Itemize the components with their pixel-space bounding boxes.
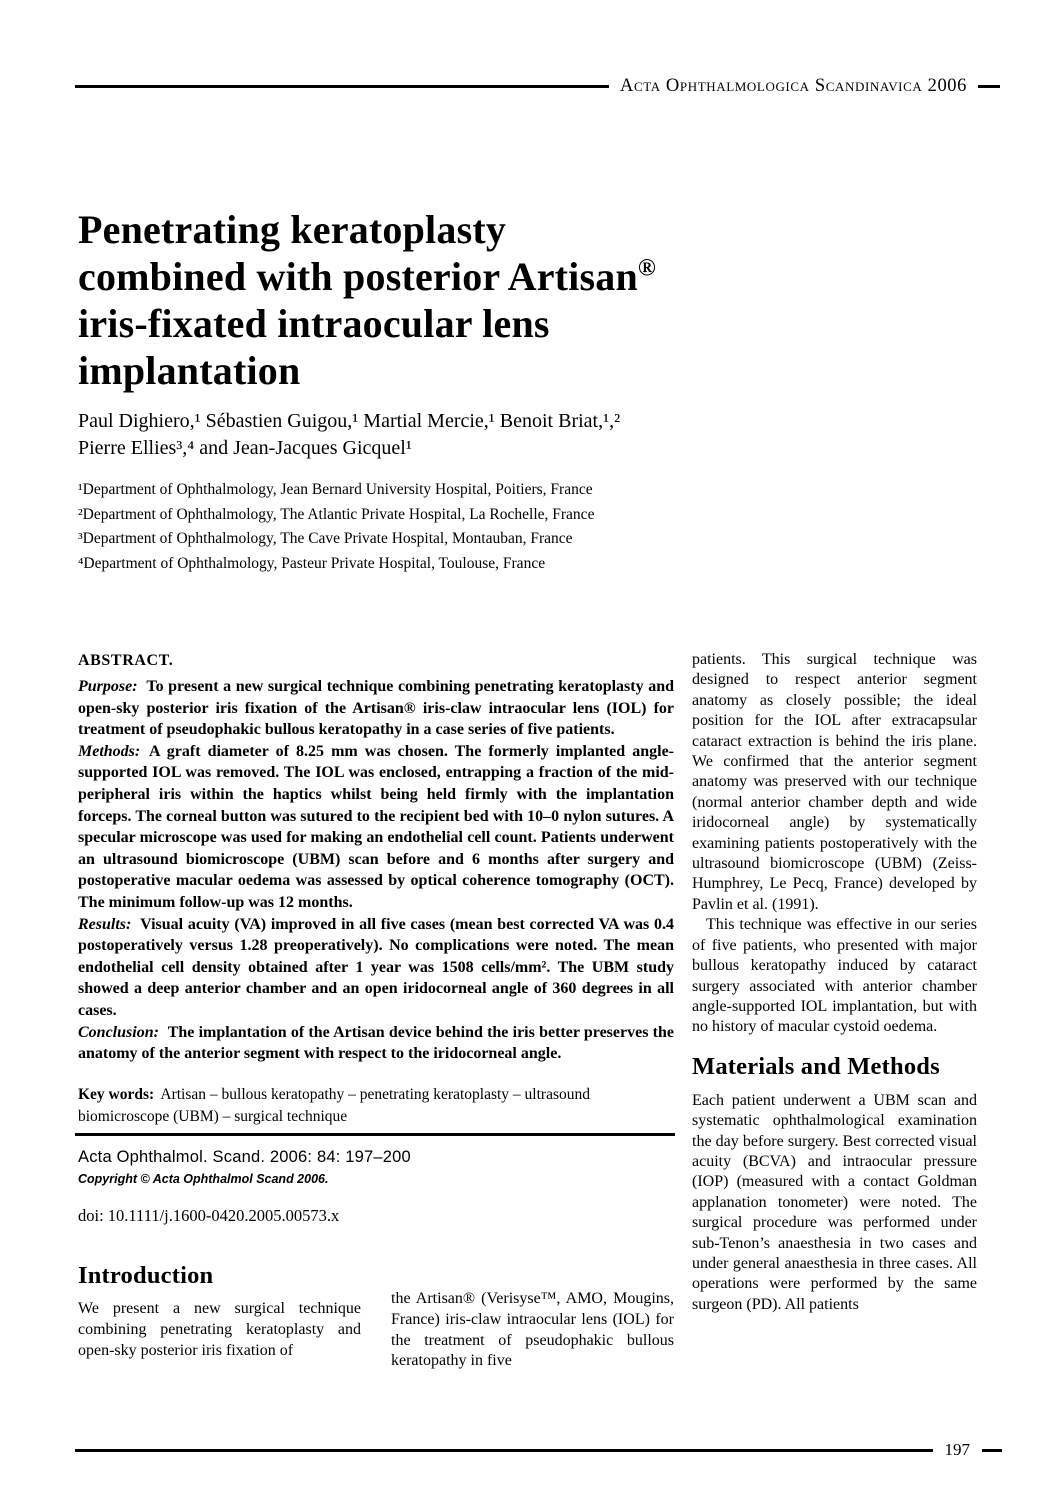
introduction-paragraph-col1: We present a new surgical technique combining penetrating keratoplasty and open-sky posterior iris fixation of [78,1300,361,1359]
page-number: 197 [944,1440,970,1459]
abstract-purpose [78,676,674,741]
introduction-column-1 [78,1262,361,1372]
citation-divider-rule [75,1133,675,1136]
abstract-continuation-paragraph-2: This technique was effective in our series of five patients, who presented with major bullous keratopathy induced by cataract surgery associated with anterior chamber angle-supported IOL implantation, but with no history of macular cystoid oedema. [692,916,977,1036]
affiliation-item: ¹Department of Ophthalmology, Jean Bernard University Hospital, Poitiers, France [78,481,593,498]
citation-reference: Acta Ophthalmol. Scand. 2006: 84: 197–200 [78,1148,411,1166]
author-list: Paul Dighiero,¹ Sébastien Guigou,¹ Martial Mercie,¹ Benoit Briat,¹,² Pierre Ellies³,⁴ and Jean-Jacques Gicquel¹ [78,410,621,459]
abstract-conclusion-text: The implantation of the Artisan device behind the iris better preserves the anatomy of the anterior segment with respect to the iridocorneal angle. [78,1023,674,1063]
introduction-section [78,1262,674,1372]
introduction-heading: Introduction [78,1262,214,1289]
abstract-methods-text: A graft diameter of 8.25 mm was chosen. The formerly implanted angle-supported IOL was removed. The IOL was enclosed, entrapping a fraction of the mid-peripheral iris within the haptics whilst being held firmly with the implantation forceps. The corneal button was sutured to the recipient bed with 10–0 nylon sutures. A specular microscope was used for making an endothelial cell count. Patients underwent an ultrasound biomicroscope (UBM) scan before and 6 months after surgery and postoperative macular oedema was assessed by optical coherence tomography (OCT). The minimum follow-up was 12 months. [78,742,674,911]
abstract-results-text: Visual acuity (VA) improved in all five cases (mean best corrected VA was 0.4 postoperatively versus 1.28 preoperatively). No complications were noted. The mean endothelial cell density obtained after 1 year was 1508 cells/mm². The UBM study showed a deep anterior chamber and an open iridocorneal angle of 360 degrees in all cases. [78,915,674,1019]
citation-copyright: Copyright © Acta Ophthalmol Scand 2006. [78,1172,329,1186]
introduction-columns [78,1262,674,1372]
journal-name: Acta Ophthalmologica Scandinavica 2006 [619,76,967,96]
introduction-column-2 [391,1262,674,1372]
article-title-line1: Penetrating keratoplasty [78,207,507,252]
introduction-paragraph-col2: the Artisan® (Verisyse™, AMO, Mougins, France) iris-claw intraocular lens (IOL) for the treatment of pseudophakic bullous keratopathy in five [391,1290,674,1370]
keywords-text: Artisan – bullous keratopathy – penetrating keratoplasty – ultrasound biomicroscope (UBM) – surgical technique [78,1086,590,1125]
header-end-dash [978,85,1000,88]
abstract-body [78,676,674,1065]
abstract-methods [78,741,674,914]
affiliation-list [78,478,688,576]
article-title-line3: iris-fixated intraocular lens [78,301,550,346]
affiliation-item: ³Department of Ophthalmology, The Cave Private Hospital, Montauban, France [78,530,573,547]
affiliation-item: ²Department of Ophthalmology, The Atlantic Private Hospital, La Rochelle, France [78,505,595,523]
footer-end-dash [982,1449,1002,1452]
citation-doi: doi: 10.1111/j.1600-0420.2005.00573.x [78,1206,340,1225]
footer-rule [75,1449,933,1452]
materials-methods-heading: Materials and Methods [692,1052,940,1080]
running-head [75,76,1000,97]
materials-methods-paragraph-1: Each patient underwent a UBM scan and systematic ophthalmological examination the day before surgery. Best corrected visual acuity (BCVA) and intraocular pressure (IOP) (measured with a contact Goldman applanation tonometer) were noted. The surgical procedure was performed under sub-Tenon’s anaesthesia in two cases and under general anaesthesia in three cases. All operations were performed by the same surgeon (PD). All patients [692,1091,977,1313]
abstract-purpose-label: Purpose: [78,678,138,695]
abstract-results-label: Results: [78,915,132,933]
page-footer [75,1440,1002,1460]
article-title-line4: implantation [78,348,301,393]
abstract-purpose-text: To present a new surgical technique combining penetrating keratoplasty and open-sky posterior iris fixation of the Artisan® iris-claw intraocular lens (IOL) for treatment of pseudophakic bullous keratopathy in a case series of five patients. [78,678,674,739]
registered-trademark-symbol: ® [637,255,657,282]
abstract-conclusion [78,1022,674,1065]
abstract-heading: ABSTRACT. [78,652,174,669]
abstract-methods-label: Methods: [78,742,141,760]
abstract-conclusion-label: Conclusion: [78,1023,159,1041]
article-title-line2: combined with posterior Artisan® [78,254,657,299]
right-column [692,650,977,1315]
header-rule [75,85,609,88]
abstract-results [78,914,674,1022]
abstract-continuation-paragraph-1: patients. This surgical technique was designed to respect anterior segment anatomy as closely possible; the ideal position for the IOL after extracapsular cataract extraction is behind the iris plane. We confirmed that the anterior segment anatomy was preserved with our technique (normal anterior chamber depth and wide iridocorneal angle) by systematically examining patients postoperatively with the ultrasound biomicroscope (UBM) (Zeiss-Humphrey, Le Pecq, France) developed by Pavlin et al. (1991). [692,651,977,913]
affiliation-item: ⁴Department of Ophthalmology, Pasteur Private Hospital, Toulouse, France [78,554,546,572]
keywords-label: Key words: [78,1086,155,1103]
article-title [78,206,718,394]
keywords [78,1084,676,1127]
